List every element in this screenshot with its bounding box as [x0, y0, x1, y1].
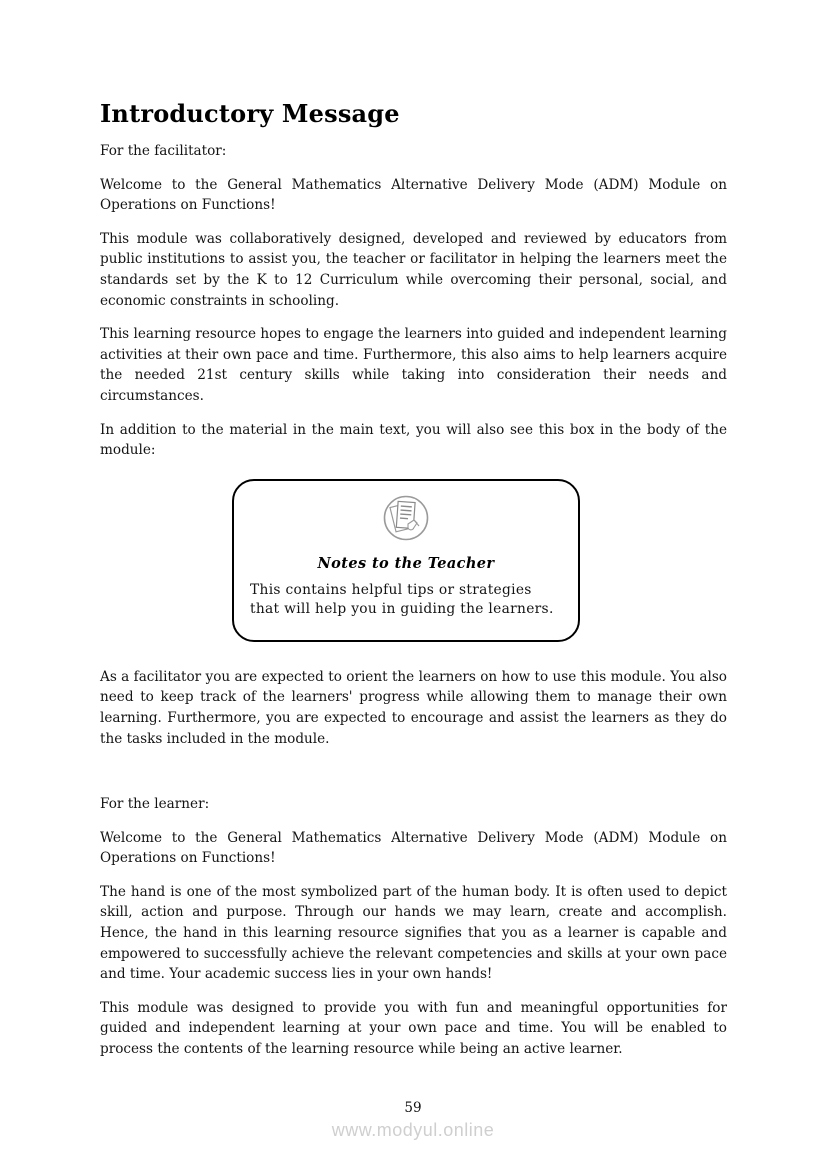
watermark-text: www.modyul.online [331, 1120, 495, 1140]
notepad-hand-icon [250, 493, 562, 543]
note-box-body: This contains helpful tips or strategies that will help you in guiding the learners. [250, 581, 554, 618]
facilitator-closing-paragraph: As a facilitator you are expected to orient the learners on how to use this module. You also need to keep track of the learners' progress while allowing them to manage their own learning. Furthermore, you are expected to encourage and assist the learners as they do the tasks included in the module. [100, 668, 727, 747]
page-number: 59 [404, 1100, 422, 1116]
facilitator-paragraph: Welcome to the General Mathematics Alternative Delivery Mode (ADM) Module on Operations on Functions! [100, 176, 727, 214]
page-content [100, 0, 727, 1060]
note-box-title: Notes to the Teacher [317, 554, 495, 572]
facilitator-label: For the facilitator: [100, 143, 227, 159]
learner-paragraph: Welcome to the General Mathematics Alternative Delivery Mode (ADM) Module on Operations on Functions! [100, 829, 727, 867]
facilitator-paragraph: This module was collaboratively designed, developed and reviewed by educators from public institutions to assist you, the teacher or facilitator in helping the learners meet the standards set by the K to 12 Curriculum while overcoming their personal, social, and economic constraints in schooling. [100, 230, 727, 309]
facilitator-paragraph: In addition to the material in the main text, you will also see this box in the body of the module: [100, 421, 727, 459]
notes-to-teacher-box [232, 479, 580, 642]
learner-label: For the learner: [100, 796, 210, 813]
page-title: Introductory Message [100, 99, 400, 128]
facilitator-paragraph: This learning resource hopes to engage the learners into guided and independent learning activities at their own pace and time. Furthermore, this also aims to help learners acquire the needed 21st century skills while taking into consideration their needs and circumstances. [100, 326, 727, 404]
learner-paragraph: This module was designed to provide you with fun and meaningful opportunities for guided and independent learning at your own pace and time. You will be enabled to process the contents of the learning resource while being an active learner. [100, 999, 727, 1058]
learner-paragraph: The hand is one of the most symbolized part of the human body. It is often used to depict skill, action and purpose. Through our hands we may learn, create and accomplish. Hence, the hand in this learning resource signifies that you as a learner is capable and empowered to successfully achieve the relevant competencies and skills at your own pace and time. Your academic success lies in your own hands! [100, 883, 727, 983]
